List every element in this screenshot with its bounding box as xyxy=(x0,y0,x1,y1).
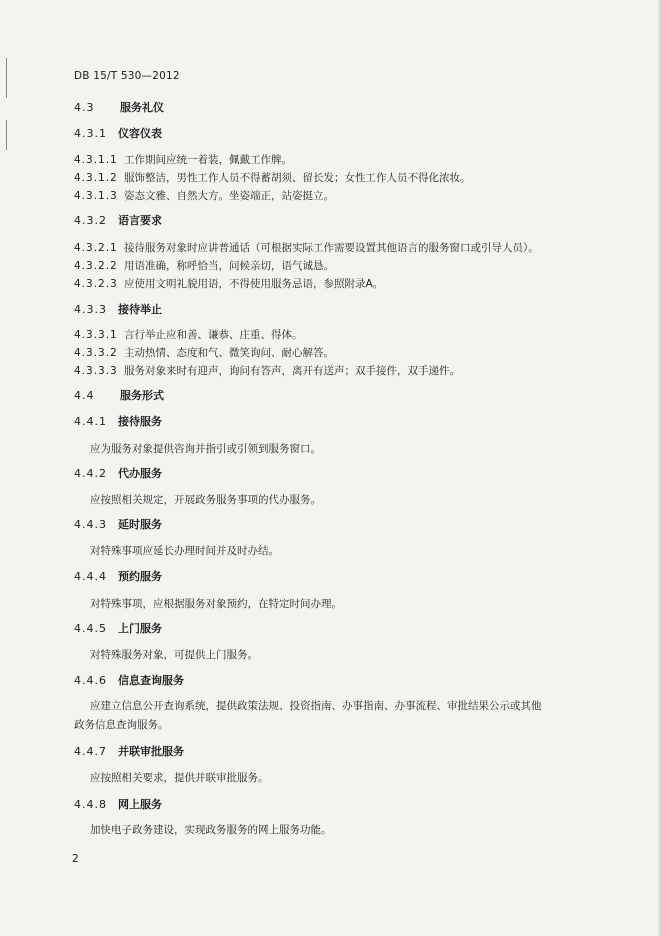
section-title: 仪容仪表 xyxy=(118,127,162,140)
clause-item xyxy=(74,327,303,342)
clause-number: 4.3.1.3 xyxy=(74,190,118,202)
paragraph: 应按照相关规定，开展政务服务事项的代办服务。 xyxy=(90,494,321,506)
clause-text: 接待服务对象时应讲普通话（可根据实际工作需要设置其他语言的服务窗口或引导人员）。 xyxy=(124,242,539,254)
subsection-heading xyxy=(74,620,162,636)
section-title: 并联审批服务 xyxy=(118,745,184,758)
paragraph xyxy=(74,697,600,735)
clause-text: 服务对象来时有迎声，询问有答声，离开有送声；双手接件，双手递件。 xyxy=(124,365,460,377)
section-heading xyxy=(74,99,164,115)
section-number: 4.4.8 xyxy=(74,798,107,811)
clause-text: 工作期间应统一着装，佩戴工作牌。 xyxy=(124,154,292,166)
paragraph: 应按照相关要求，提供并联审批服务。 xyxy=(90,772,269,784)
clause-number: 4.3.2.3 xyxy=(74,278,118,290)
clause-item xyxy=(74,152,292,167)
clause-item xyxy=(74,170,471,185)
section-title: 延时服务 xyxy=(118,518,162,531)
section-number: 4.4 xyxy=(74,389,95,402)
paragraph: 加快电子政务建设，实现政务服务的网上服务功能。 xyxy=(90,824,332,836)
clause-text: 言行举止应和善、谦恭、庄重、得体。 xyxy=(124,329,303,341)
paragraph-line: 政务信息查询服务。 xyxy=(74,719,169,731)
subsection-heading xyxy=(74,796,162,812)
paragraph-line: 应建立信息公开查询系统，提供政策法规、投资指南、办事指南、办事流程、审批结果公示或其他 xyxy=(90,700,542,712)
section-title: 接待服务 xyxy=(118,415,162,428)
clause-number: 4.3.2.1 xyxy=(74,242,118,254)
subsection-heading xyxy=(74,125,162,141)
clause-number: 4.3.2.2 xyxy=(74,260,118,272)
scan-mark xyxy=(6,58,7,98)
subsection-heading xyxy=(74,465,162,481)
clause-number: 4.3.1.1 xyxy=(74,154,118,166)
clause-number: 4.3.1.2 xyxy=(74,172,118,184)
section-title: 服务礼仪 xyxy=(120,101,164,114)
section-title: 预约服务 xyxy=(118,570,162,583)
paragraph: 对特殊事项应延长办理时间并及时办结。 xyxy=(90,545,279,557)
page-edge xyxy=(658,0,662,936)
section-number: 4.4.3 xyxy=(74,518,107,531)
paragraph: 应为服务对象提供咨询并指引或引领到服务窗口。 xyxy=(90,443,321,455)
section-number: 4.4.2 xyxy=(74,467,107,480)
subsection-heading xyxy=(74,516,162,532)
subsection-heading xyxy=(74,672,184,688)
section-number: 4.3.3 xyxy=(74,303,107,316)
section-number: 4.4.1 xyxy=(74,415,107,428)
section-number: 4.3.2 xyxy=(74,214,107,227)
clause-item xyxy=(74,258,334,273)
section-title: 代办服务 xyxy=(118,467,162,480)
section-title: 上门服务 xyxy=(118,622,162,635)
subsection-heading xyxy=(74,301,162,317)
section-number: 4.3 xyxy=(74,101,95,114)
section-number: 4.4.4 xyxy=(74,570,107,583)
section-title: 网上服务 xyxy=(118,798,162,811)
subsection-heading xyxy=(74,743,184,759)
clause-number: 4.3.3.1 xyxy=(74,329,118,341)
section-title: 语言要求 xyxy=(118,214,162,227)
page-number: 2 xyxy=(72,853,79,865)
section-number: 4.4.7 xyxy=(74,745,107,758)
clause-number: 4.3.3.2 xyxy=(74,347,118,359)
clause-item xyxy=(74,345,334,360)
clause-item xyxy=(74,276,383,291)
clause-text: 服饰整洁，男性工作人员不得蓄胡须、留长发；女性工作人员不得化浓妆。 xyxy=(124,172,471,184)
section-title: 接待举止 xyxy=(118,303,162,316)
scan-mark xyxy=(6,120,7,150)
subsection-heading xyxy=(74,568,162,584)
section-number: 4.4.5 xyxy=(74,622,107,635)
clause-item xyxy=(74,240,539,255)
section-title: 信息查询服务 xyxy=(118,674,184,687)
clause-number: 4.3.3.3 xyxy=(74,365,118,377)
standard-header: DB 15/T 530—2012 xyxy=(74,70,180,82)
section-heading xyxy=(74,387,164,403)
clause-text: 姿态文雅、自然大方。坐姿端正，站姿挺立。 xyxy=(124,190,334,202)
paragraph: 对特殊服务对象，可提供上门服务。 xyxy=(90,649,258,661)
clause-item xyxy=(74,188,334,203)
clause-text: 主动热情、态度和气、微笑询问、耐心解答。 xyxy=(124,347,334,359)
clause-item xyxy=(74,363,460,378)
subsection-heading xyxy=(74,413,162,429)
clause-text: 应使用文明礼貌用语，不得使用服务忌语，参照附录A。 xyxy=(124,278,384,290)
section-number: 4.4.6 xyxy=(74,674,107,687)
paragraph: 对特殊事项，应根据服务对象预约，在特定时间办理。 xyxy=(90,598,342,610)
clause-text: 用语准确，称呼恰当，问候亲切，语气诚恳。 xyxy=(124,260,334,272)
section-title: 服务形式 xyxy=(120,389,164,402)
section-number: 4.3.1 xyxy=(74,127,107,140)
subsection-heading xyxy=(74,212,162,228)
